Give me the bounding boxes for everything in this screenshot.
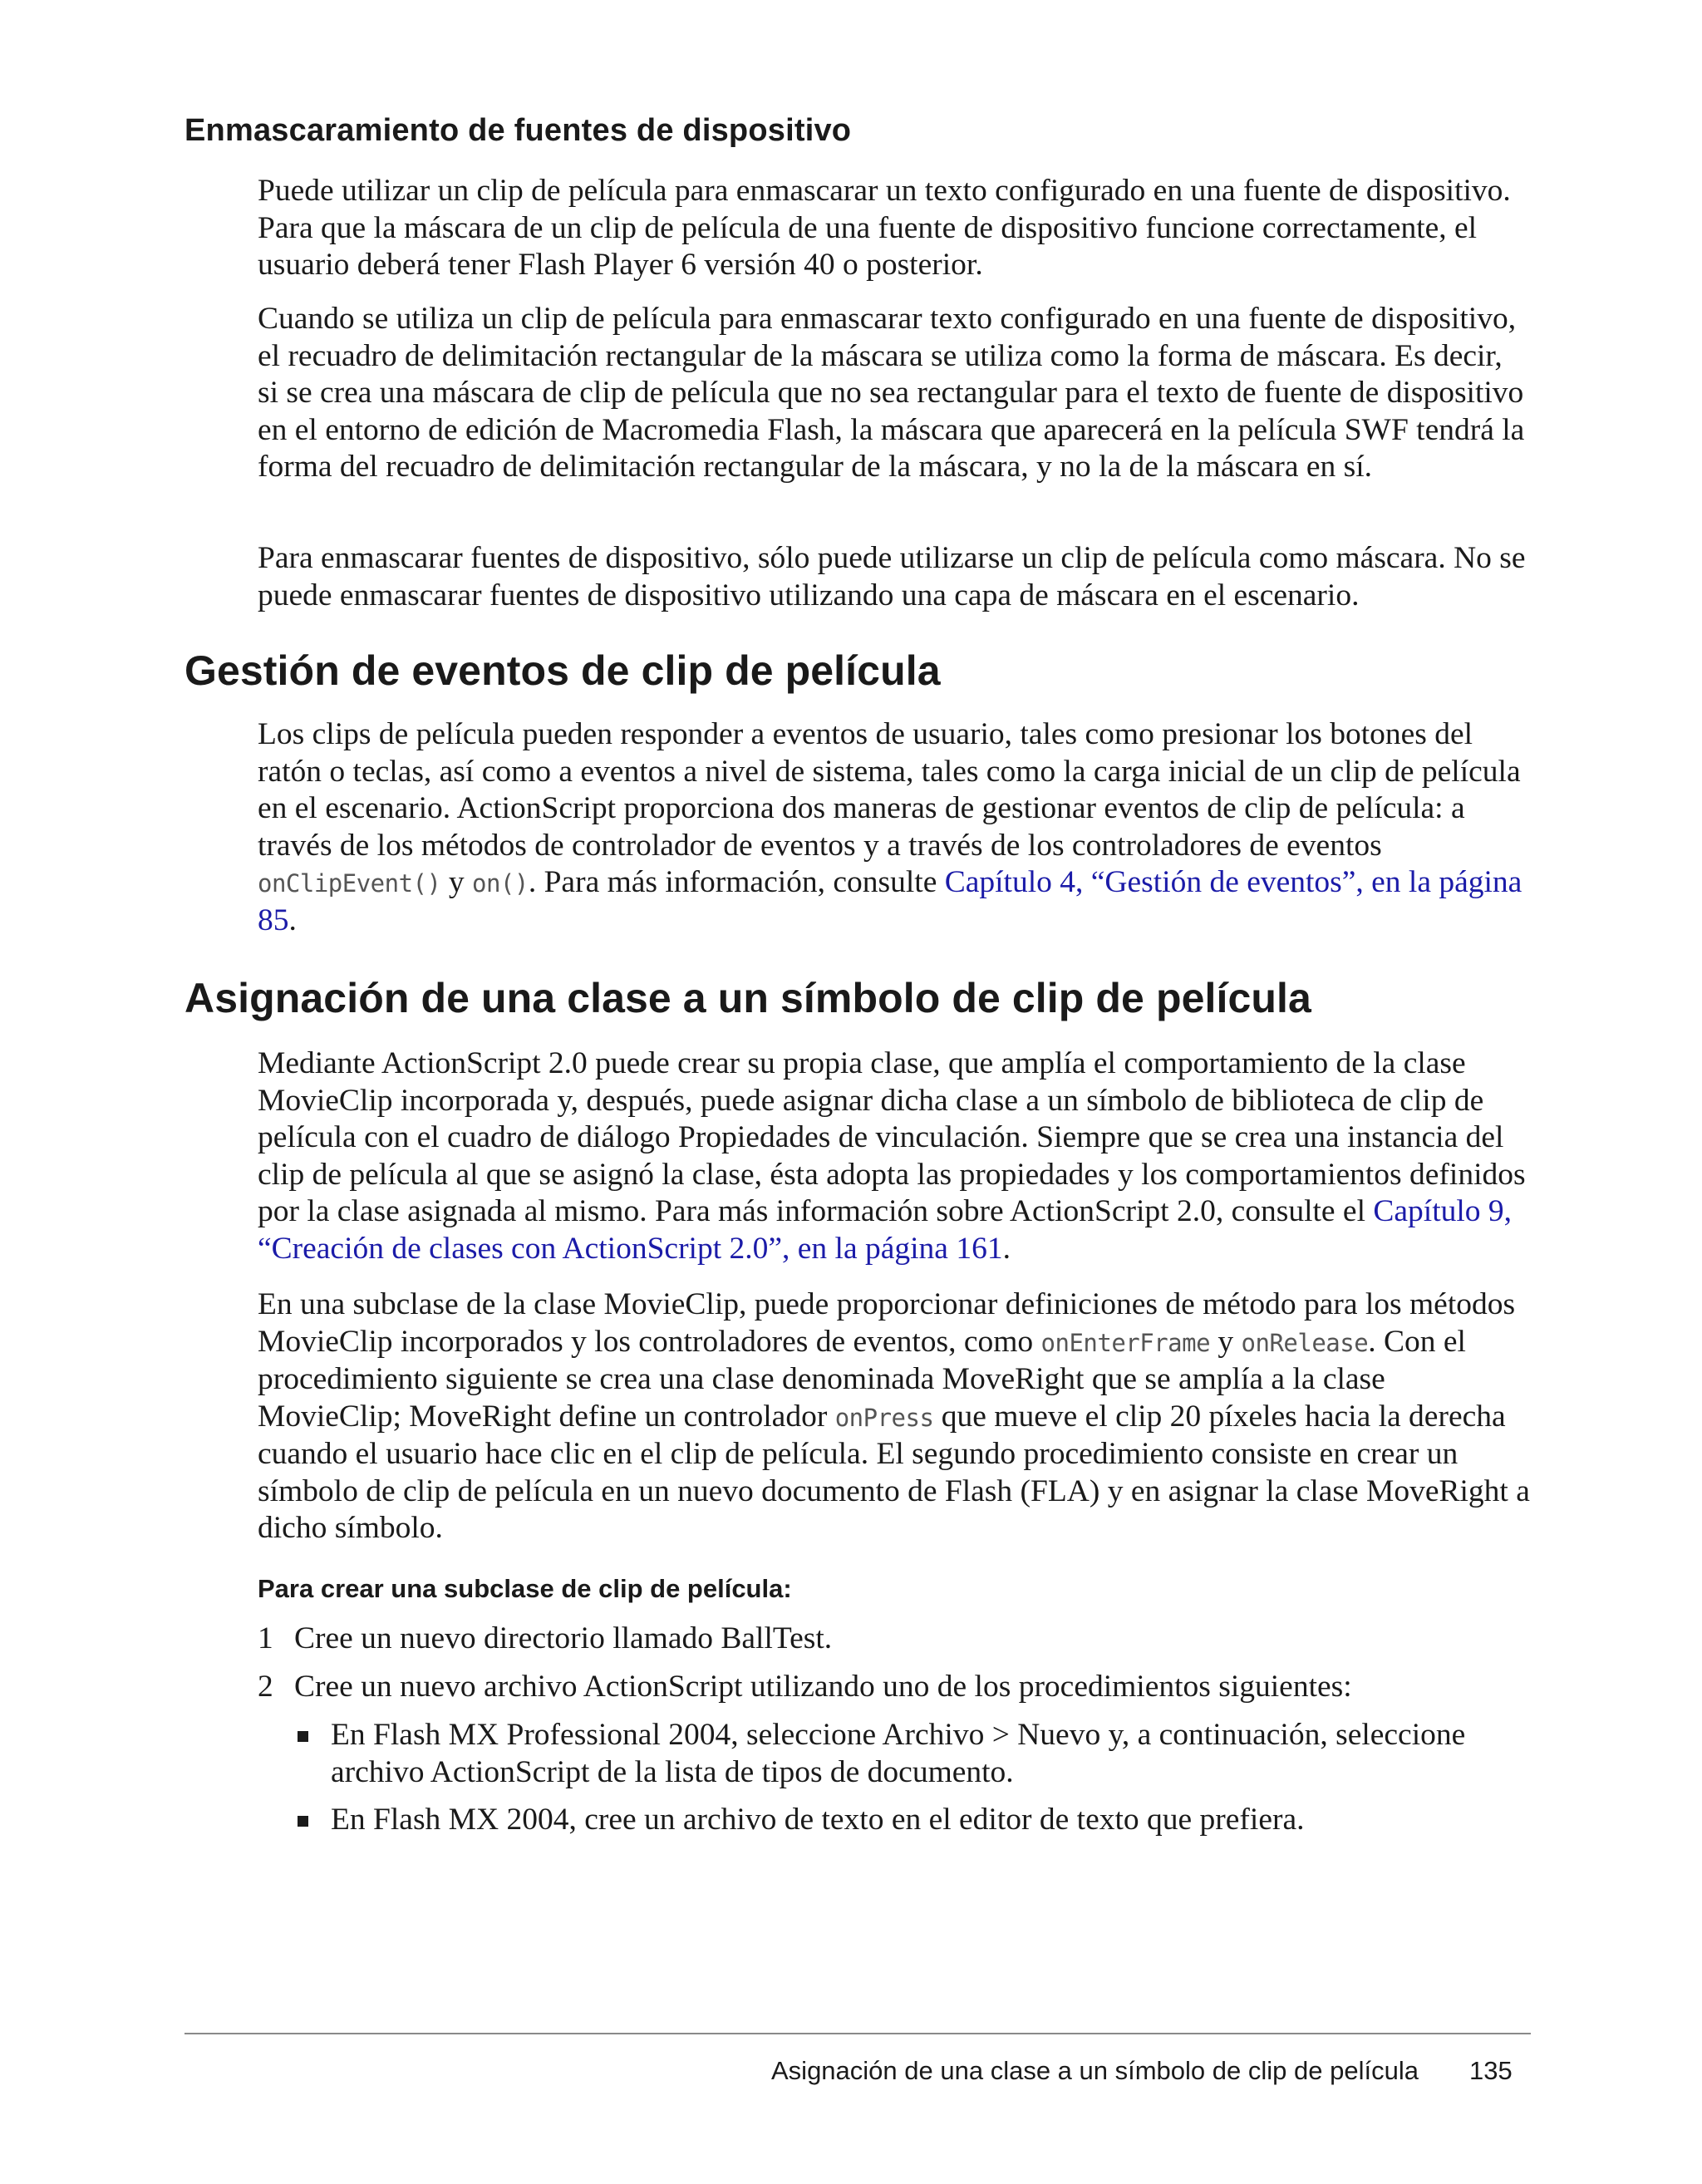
- step-text: Cree un nuevo directorio llamado BallTest.: [294, 1621, 833, 1655]
- step-number: 2: [258, 1670, 273, 1704]
- step-text: Cree un nuevo archivo ActionScript utilizando uno de los procedimientos siguientes:: [294, 1670, 1352, 1704]
- code-onclipevent: onClipEvent(): [258, 869, 441, 898]
- text-run: que mueve el clip 20 píxeles hacia la derecha cuando el usuario hace clic en el clip de película. El segundo procedimiento consiste en crear un símbolo de clip de película en un nuevo documento de Flash (FLA) y en asignar la clase MoveRight a dicho símbolo.: [258, 1399, 1530, 1545]
- code-on: on(): [471, 869, 529, 898]
- paragraph: Para enmascarar fuentes de dispositivo, sólo puede utilizarse un clip de película como máscara. No se puede enmascarar fuentes de dispositivo utilizando una capa de máscara en el escenario.: [258, 541, 1526, 612]
- text-run: Mediante ActionScript 2.0 puede crear su propia clase, que amplía el comportamiento de la clase MovieClip incorporada y, después, puede asignar dicha clase a un símbolo de biblioteca de clip de película con el cuadro de diálogo Propiedades de vinculación. Siempre que se crea una instancia del clip de película al que se asignó la clase, ésta adopta las propiedades y los comportamientos definidos por la clase asignada al mismo. Para más información sobre ActionScript 2.0, consulte el: [258, 1046, 1526, 1228]
- paragraph: [258, 716, 1531, 939]
- code-onpress: onPress: [834, 1403, 934, 1432]
- text-run: Los clips de película pueden responder a eventos de usuario, tales como presionar los botones del ratón o teclas, así como a eventos a nivel de sistema, tales como la carga inicial de un clip de película en el escenario. ActionScript proporciona dos maneras de gestionar eventos de clip de película: a través de los métodos de controlador de eventos y a través de los controladores de eventos: [258, 717, 1521, 863]
- bullet-square-icon: [298, 1731, 308, 1742]
- section-heading-device-fonts: Enmascaramiento de fuentes de dispositivo: [184, 113, 852, 148]
- page-number: 135: [1469, 2056, 1513, 2085]
- paragraph: Puede utilizar un clip de película para enmascarar un texto configurado en una fuente de dispositivo. Para que la máscara de un clip de película de una fuente de dispositivo funcione correctamente, el usuario deberá tener Flash Player 6 versión 40 o posterior.: [258, 174, 1511, 282]
- code-onenterframe: onEnterFrame: [1040, 1328, 1211, 1357]
- link-chapter-9[interactable]: Capítulo 9, “Creación de clases con ActionScript 2.0”, en la página 161: [258, 1194, 1513, 1266]
- paragraph: Cuando se utiliza un clip de película para enmascarar texto configurado en una fuente de dispositivo, el recuadro de delimitación rectangular de la máscara se utiliza como la forma de máscara. Es decir, si se crea una máscara de clip de película que no sea rectangular para el texto de fuente de dispositivo en el entorno de edición de Macromedia Flash, la máscara que aparecerá en la película SWF tendrá la forma del recuadro de delimitación rectangular de la máscara, y no la de la máscara en sí.: [258, 302, 1525, 484]
- text-run: .: [1002, 1231, 1011, 1266]
- section-heading-clip-events: Gestión de eventos de clip de película: [184, 647, 941, 694]
- text-run: . Para más información, consulte: [528, 865, 945, 899]
- bullet-square-icon: [298, 1816, 308, 1827]
- procedure-title: Para crear una subclase de clip de película:: [258, 1574, 792, 1603]
- text-run: y: [440, 865, 472, 899]
- text-run: . Con el procedimiento siguiente se crea una clase denominada MoveRight que se amplía a la clase MovieClip; MoveRight define un controlador: [258, 1324, 1466, 1434]
- bullet-text: En Flash MX Professional 2004, seleccione Archivo > Nuevo y, a continuación, seleccione archivo ActionScript de la lista de tipos de documento.: [331, 1718, 1466, 1789]
- bullet-text: En Flash MX 2004, cree un archivo de texto en el editor de texto que prefiera.: [331, 1803, 1305, 1837]
- section-heading-assign-class: Asignación de una clase a un símbolo de clip de película: [184, 975, 1311, 1021]
- text-run: y: [1210, 1324, 1242, 1359]
- footer-divider: [184, 2033, 1531, 2034]
- code-onrelease: onRelease: [1241, 1328, 1369, 1357]
- link-chapter-4[interactable]: Capítulo 4, “Gestión de eventos”, en la página 85: [258, 865, 1522, 937]
- step-number: 1: [258, 1621, 273, 1655]
- footer-title: Asignación de una clase a un símbolo de clip de película: [771, 2056, 1419, 2085]
- paragraph: [258, 1286, 1531, 1547]
- text-run: .: [288, 903, 297, 937]
- paragraph: [258, 1045, 1531, 1267]
- text-run: En una subclase de la clase MovieClip, puede proporcionar definiciones de método para los métodos MovieClip incorporados y los controladores de eventos, como: [258, 1287, 1516, 1359]
